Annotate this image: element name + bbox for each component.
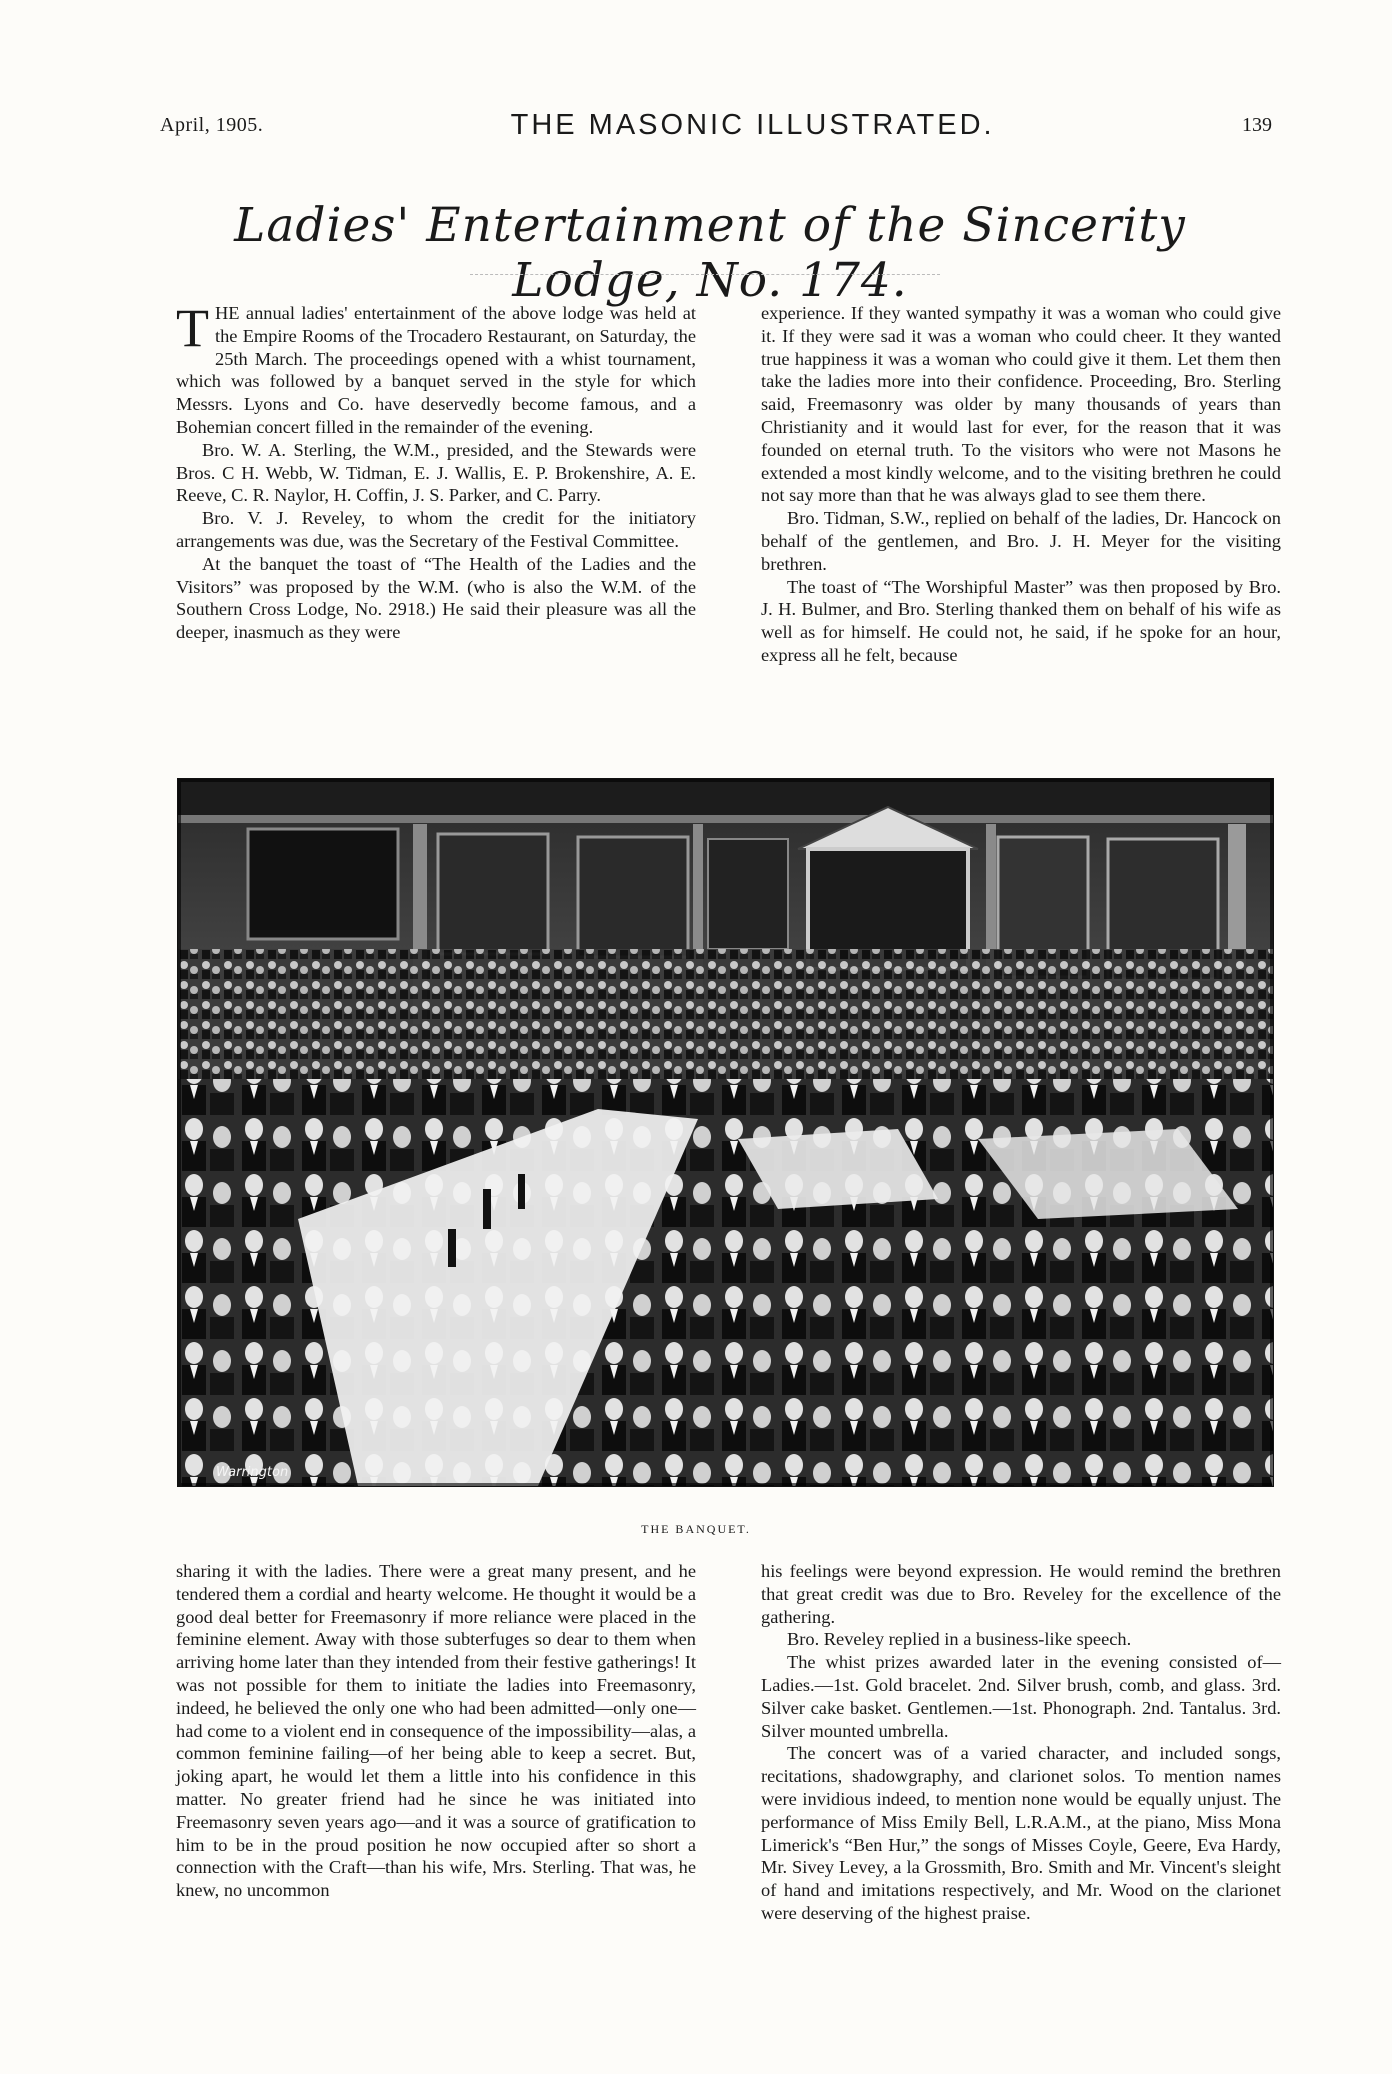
banquet-photo-illustration [178,779,1273,1486]
page-number: 139 [1242,113,1272,136]
headline-rule [470,274,940,275]
column-right-bottom [761,1560,1281,2030]
paragraph: The concert was of a varied character, and included songs, recitations, shadowgraphy, and clarionet solos. To mention names were invidious indeed, to mention none would be equally unjust. The performance of Miss Emily Bell, L.R.A.M., at the piano, Miss Mona Limerick's “Ben Hur,” the songs of Misses Coyle, Geere, Eva Hardy, Mr. Sivey Levey, a la Grossmith, Bro. Smith and Mr. Vincent's sleight of hand and imitations respectively, and Mr. Wood on the clarionet were deserving of the highest praise. [761,1743,1281,1923]
issue-date: April, 1905. [160,113,264,136]
paragraph: Bro. V. J. Reveley, to whom the credit for the initiatory arrangements was due, was the Secretary of the Festival Committee. [176,508,696,551]
paragraph: his feelings were beyond expression. He would remind the brethren that great credit was due to Bro. Reveley for the excellence of the gathering. [761,1561,1281,1627]
bottom-columns [176,1560,1281,2030]
paragraph: Bro. Reveley replied in a business-like speech. [787,1629,1132,1650]
paragraph: experience. If they wanted sympathy it was a woman who could give it. If they were sad it was a woman who could cheer. It they wanted true happiness it was a woman who could give it them. Let them then take the ladies more into their confidence. Proceeding, Bro. Sterling said, Freemasonry was older by many thousands of years than Christianity and it would last for ever, for the reason that it was founded on eternal truth. To the visitors who were not Masons he extended a most kindly welcome, and to the visiting brethren he could not say more than that he was always glad to see them there. [761,303,1281,506]
article-headline: Ladies' Entertainment of the Sincerity Lodge, No. 174. [234,198,1186,308]
paragraph: THE annual ladies' entertainment of the above lodge was held at the Empire Rooms of the Trocadero Restaurant, on Saturday, the 25th March. The proceedings opened with a whist tournament, which was followed by a banquet served in the style for which Messrs. Lyons and Co. have deservedly become famous, and a Bohemian concert filled in the remainder of the evening. [176,298,696,437]
drop-cap: T [176,298,209,358]
paragraph: At the banquet the toast of “The Health of the Ladies and the Visitors” was proposed by the W.M. (who is also the W.M. of the Southern Cross Lodge, No. 2918.) He said their pleasure was all the deeper, inasmuch as they were [176,553,696,643]
running-head [160,108,1272,142]
paragraph: sharing it with the ladies. There were a great many present, and he tendered them a cordial and hearty welcome. He thought it would be a good deal better for Freemasonry if more reliance were placed in the feminine element. Away with those subterfuges so dear to them when arriving home later than they intended from their festive gatherings! It was not possible for them to initiate the ladies into Freemasonry, indeed, he believed the only one who had been admitted—only one—had come to a violent end in consequence of the impossibility—alas, a common feminine failing—of her being able to keep a secret. But, joking apart, he would let them a little into his confidence in this matter. No greater friend had he since he was initiated into Freemasonry seven years ago—and it was a source of gratification to him to be in the proud position he now occupied after so short a connection with the Craft—than his wife, Mrs. Sterling. That was, he knew, no uncommon [176,1561,696,1901]
photographer-signature: Warrington [216,1465,289,1480]
paragraph: Bro. Tidman, S.W., replied on behalf of the ladies, Dr. Hancock on behalf of the gentlemen, and Bro. J. H. Meyer for the visiting brethren. [761,508,1281,574]
column-left-bottom [176,1560,696,2030]
photo-caption: THE BANQUET. [641,1522,751,1536]
top-columns [176,298,1281,760]
paragraph: The whist prizes awarded later in the evening consisted of—Ladies.—1st. Gold bracelet. 2nd. Silver brush, comb, and glass. 3rd. Silver cake basket. Gentlemen.—1st. Phonograph. 2nd. Tantalus. 3rd. Silver mounted umbrella. [761,1652,1281,1741]
column-right-top [761,302,1281,760]
column-left-top [176,298,696,760]
publication-title: THE MASONIC ILLUSTRATED. [510,108,995,141]
banquet-photograph [177,778,1274,1487]
paragraph: Bro. W. A. Sterling, the W.M., presided, and the Stewards were Bros. C H. Webb, W. Tidman, E. J. Wallis, E. P. Brokenshire, A. E. Reeve, C. R. Naylor, H. Coffin, J. S. Parker, and C. Parry. [176,439,696,506]
paragraph: The toast of “The Worshipful Master” was then proposed by Bro. J. H. Bulmer, and Bro. Sterling thanked them on behalf of his wife as well as for himself. He could not, he said, if he spoke for an hour, express all he felt, because [761,576,1281,665]
